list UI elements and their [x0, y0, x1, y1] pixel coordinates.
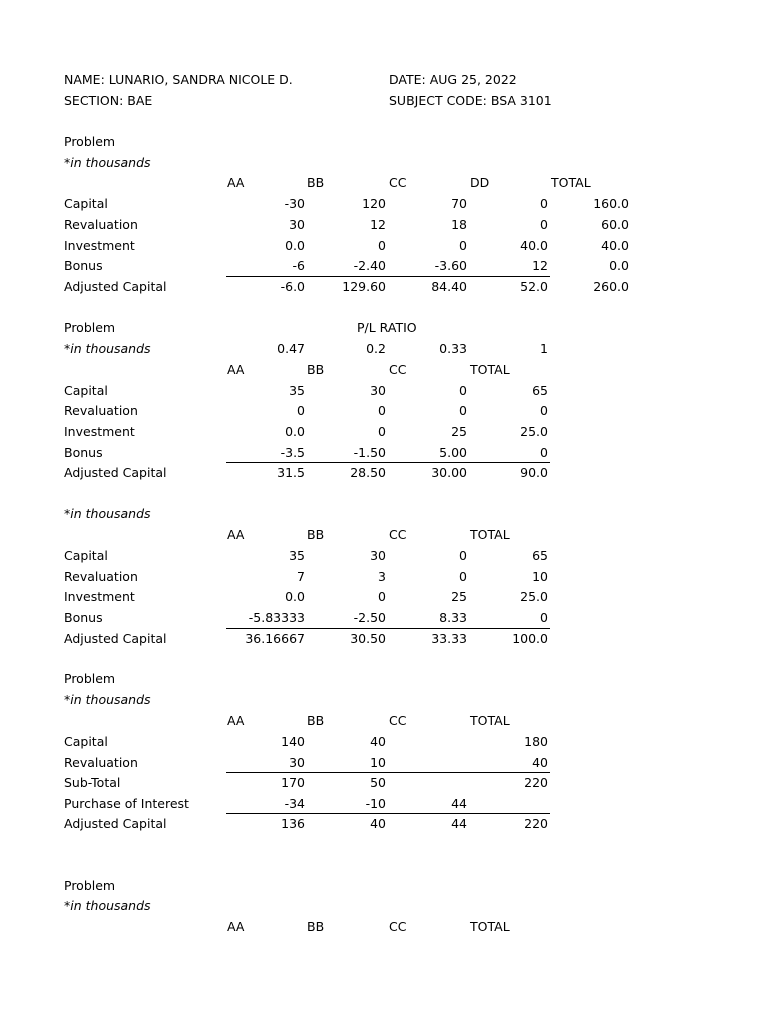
p3-cell: 0 — [459, 569, 467, 584]
p3-cell: 30.50 — [350, 631, 386, 646]
p3-row-label: Investment — [64, 589, 135, 604]
p3-row-label: Capital — [64, 548, 108, 563]
p4-cell: 10 — [370, 755, 386, 770]
p4-cell: 40 — [532, 755, 548, 770]
p2-cell: 35 — [289, 383, 305, 398]
p3-cell: 0 — [540, 610, 548, 625]
p4-subtotal-rule — [226, 772, 550, 773]
p4-row-label: Capital — [64, 734, 108, 749]
p1-cell: 40.0 — [520, 238, 548, 253]
p1-cell: 120 — [362, 196, 386, 211]
p2-cell: 30.00 — [431, 465, 467, 480]
p2-cell: 28.50 — [350, 465, 386, 480]
p1-cell: 40.0 — [601, 238, 629, 253]
p1-col-header: CC — [389, 175, 407, 190]
p3-col-header: AA — [227, 527, 245, 542]
p1-cell: 0 — [378, 238, 386, 253]
p5-col-header: TOTAL — [470, 919, 510, 934]
pl-ratio-label: P/L RATIO — [357, 320, 417, 335]
p4-col-header: AA — [227, 713, 245, 728]
p1-row-label: Bonus — [64, 258, 103, 273]
p2-cell: 31.5 — [277, 465, 305, 480]
p2-cell: 0 — [459, 403, 467, 418]
p1-cell: 0.0 — [609, 258, 629, 273]
p1-col-header: DD — [470, 175, 490, 190]
p2-cell: 0 — [297, 403, 305, 418]
p3-cell: -5.83333 — [248, 610, 305, 625]
p3-cell: 10 — [532, 569, 548, 584]
p4-cell: 136 — [281, 816, 305, 831]
p1-cell: 129.60 — [342, 279, 386, 294]
p2-cell: 0 — [378, 403, 386, 418]
p5-col-header: BB — [307, 919, 325, 934]
p2-row-label: Revaluation — [64, 403, 138, 418]
p4-cell: 220 — [524, 816, 548, 831]
problem-1-title: Problem — [64, 134, 116, 149]
p3-total-rule — [226, 628, 550, 629]
p2-total-rule — [226, 462, 550, 463]
problem-3-note: *in thousands — [64, 506, 151, 521]
p1-cell: 0 — [540, 217, 548, 232]
student-name: NAME: LUNARIO, SANDRA NICOLE D. — [64, 72, 293, 87]
p1-cell: 30 — [289, 217, 305, 232]
p3-row-label: Adjusted Capital — [64, 631, 167, 646]
p4-col-header: TOTAL — [470, 713, 510, 728]
p4-cell: 50 — [370, 775, 386, 790]
p1-cell: 0 — [459, 238, 467, 253]
p2-col-header: BB — [307, 362, 325, 377]
date: DATE: AUG 25, 2022 — [389, 72, 517, 87]
p2-cell: 0 — [378, 424, 386, 439]
p2-cell: 90.0 — [520, 465, 548, 480]
p4-col-header: BB — [307, 713, 325, 728]
p3-cell: 25 — [451, 589, 467, 604]
p3-cell: 8.33 — [439, 610, 467, 625]
problem-5-title: Problem — [64, 878, 116, 893]
p2-row-label: Investment — [64, 424, 135, 439]
p2-col-header: TOTAL — [470, 362, 510, 377]
p1-row-label: Revaluation — [64, 217, 138, 232]
p4-cell: 180 — [524, 734, 548, 749]
p4-cell: 30 — [289, 755, 305, 770]
p3-row-label: Bonus — [64, 610, 103, 625]
p2-cell: -1.50 — [353, 445, 386, 460]
p1-cell: 70 — [451, 196, 467, 211]
p1-cell: 18 — [451, 217, 467, 232]
p1-row-label: Capital — [64, 196, 108, 211]
p1-cell: 160.0 — [593, 196, 629, 211]
problem-1-note: *in thousands — [64, 155, 151, 170]
p2-cell: 65 — [532, 383, 548, 398]
p3-cell: 100.0 — [512, 631, 548, 646]
p1-cell: 60.0 — [601, 217, 629, 232]
p3-cell: 65 — [532, 548, 548, 563]
p1-cell: 12 — [370, 217, 386, 232]
pl-ratio-value: 1 — [540, 341, 548, 356]
p4-cell: 170 — [281, 775, 305, 790]
p1-row-label: Investment — [64, 238, 135, 253]
p1-cell: 0 — [540, 196, 548, 211]
p3-col-header: TOTAL — [470, 527, 510, 542]
pl-ratio-value: 0.33 — [439, 341, 467, 356]
p3-col-header: BB — [307, 527, 325, 542]
p3-cell: 0 — [459, 548, 467, 563]
p4-row-label: Revaluation — [64, 755, 138, 770]
subject-code: SUBJECT CODE: BSA 3101 — [389, 93, 552, 108]
p2-cell: 30 — [370, 383, 386, 398]
p3-cell: 7 — [297, 569, 305, 584]
problem-4-note: *in thousands — [64, 692, 151, 707]
p4-row-label: Purchase of Interest — [64, 796, 189, 811]
p1-cell: 260.0 — [593, 279, 629, 294]
p3-cell: 25.0 — [520, 589, 548, 604]
p2-cell: 0 — [459, 383, 467, 398]
p1-cell: 12 — [532, 258, 548, 273]
problem-2-note: *in thousands — [64, 341, 151, 356]
p4-row-label: Adjusted Capital — [64, 816, 167, 831]
p1-col-header: BB — [307, 175, 325, 190]
problem-2-title: Problem — [64, 320, 116, 335]
p3-cell: 30 — [370, 548, 386, 563]
p2-cell: -3.5 — [280, 445, 305, 460]
p1-cell: 84.40 — [431, 279, 467, 294]
p3-cell: 36.16667 — [245, 631, 305, 646]
p2-cell: 0 — [540, 403, 548, 418]
p4-cell: 44 — [451, 816, 467, 831]
p3-row-label: Revaluation — [64, 569, 138, 584]
p1-cell: -6 — [292, 258, 305, 273]
p3-cell: 0.0 — [285, 589, 305, 604]
p3-col-header: CC — [389, 527, 407, 542]
problem-4-title: Problem — [64, 671, 116, 686]
p2-cell: 25 — [451, 424, 467, 439]
p4-cell: 40 — [370, 816, 386, 831]
p1-cell: 52.0 — [520, 279, 548, 294]
p2-cell: 0 — [540, 445, 548, 460]
pl-ratio-value: 0.2 — [366, 341, 386, 356]
p1-cell: -6.0 — [280, 279, 305, 294]
p2-col-header: CC — [389, 362, 407, 377]
p2-cell: 5.00 — [439, 445, 467, 460]
p1-cell: -2.40 — [353, 258, 386, 273]
p2-cell: 25.0 — [520, 424, 548, 439]
p2-cell: 0.0 — [285, 424, 305, 439]
p1-cell: 0.0 — [285, 238, 305, 253]
p3-cell: -2.50 — [353, 610, 386, 625]
p5-col-header: CC — [389, 919, 407, 934]
p4-row-label: Sub-Total — [64, 775, 121, 790]
p2-row-label: Adjusted Capital — [64, 465, 167, 480]
p2-row-label: Capital — [64, 383, 108, 398]
p3-cell: 0 — [378, 589, 386, 604]
p4-col-header: CC — [389, 713, 407, 728]
p4-cell: 220 — [524, 775, 548, 790]
p4-cell: -34 — [284, 796, 305, 811]
p4-cell: 40 — [370, 734, 386, 749]
p4-cell: 44 — [451, 796, 467, 811]
p2-row-label: Bonus — [64, 445, 103, 460]
p4-total-rule — [226, 813, 550, 814]
section: SECTION: BAE — [64, 93, 153, 108]
p1-row-label: Adjusted Capital — [64, 279, 167, 294]
p1-col-header: TOTAL — [551, 175, 591, 190]
p1-cell: -30 — [284, 196, 305, 211]
p4-cell: 140 — [281, 734, 305, 749]
problem-5-note: *in thousands — [64, 898, 151, 913]
p3-cell: 35 — [289, 548, 305, 563]
pl-ratio-value: 0.47 — [277, 341, 305, 356]
p3-cell: 3 — [378, 569, 386, 584]
p2-col-header: AA — [227, 362, 245, 377]
p4-cell: -10 — [365, 796, 386, 811]
p5-col-header: AA — [227, 919, 245, 934]
p1-cell: -3.60 — [434, 258, 467, 273]
p1-col-header: AA — [227, 175, 245, 190]
p1-total-rule — [226, 276, 550, 277]
p3-cell: 33.33 — [431, 631, 467, 646]
